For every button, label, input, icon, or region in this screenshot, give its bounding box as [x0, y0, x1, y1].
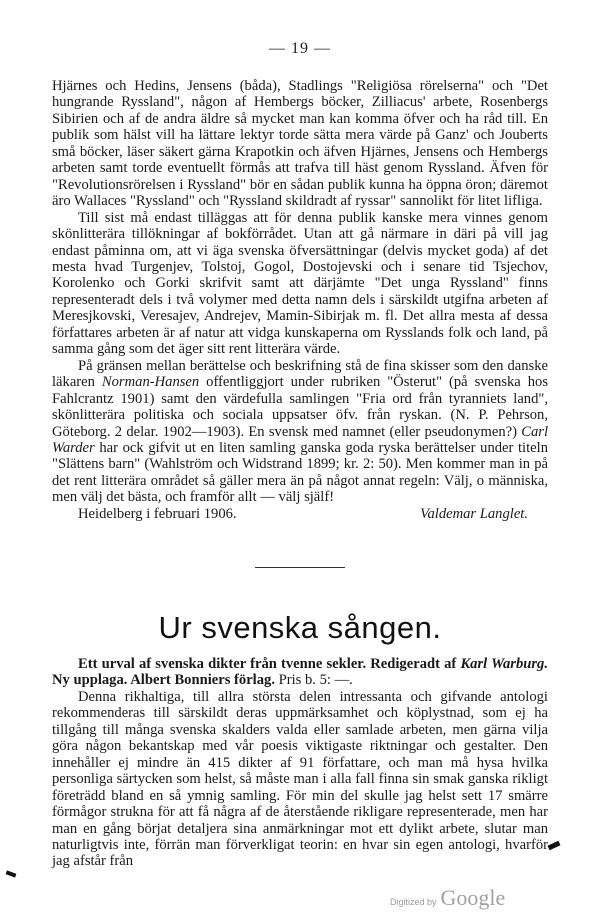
paragraph-3-end: har ock gifvit ut en liten samling ganska goda ryska berättelser under titeln "Slättens barn" (Wahlström och Widstrand 1899; kr. 2: 50). Men kommer man in på det rent litterära området så gäller mera än på något annat regeln: Välj, o människa, men välj det bästa, och framför allt — välj själf!: [52, 439, 549, 506]
ink-blot-right: [548, 841, 561, 851]
page-number: — 19 —: [269, 40, 331, 57]
paragraph-3: [52, 358, 548, 506]
section-divider: [255, 567, 345, 568]
section-title: Ur svenska sången.: [158, 610, 442, 645]
author-name-carl-warder: Carl Warder: [52, 423, 548, 456]
review-heading: [52, 656, 548, 689]
digitized-label: Digitized by: [390, 897, 437, 907]
paragraph-3-middle: offentliggjort under rubriken "Österut" (på svenska hos Fahlcrantz 1901) samt den värdefulla samlingen "Fria ord från tyranniets land", skönlitterära politiska och sociala uppsatser öfv. från ryskan. (N. P. Pehrson, Göteborg. 2 delar. 1902—1903). En svensk med namnet (eller pseudonymen?): [52, 374, 548, 440]
review-heading-price: Pris b. 5: —.: [278, 672, 353, 689]
signature-author: Valdemar Langlet.: [420, 505, 528, 522]
review-body: Denna rikhaltiga, till allra största delen intressanta och gifvande antologi rekommenderas till särskildt deras uppmärksamhet och köplystnad, som ej ha tillgång till många svenska skalders valda eller samlade arbeten, men gärna vilja göra någon bekantskap med vår poesis viktigaste riktningar och gestalter. Den innehåller ej mindre än 415 dikter af 91 författare, och man må hysa hvilka personliga särtycken som helst, så måste man i alla fall finna sin smak ganska rikligt företrädd bland en så ymnig samling. För min del skulle jag helst sett 17 smärre förmågor strukna för att få några af de återstående rikligare representerade, men har man en gång börjat detaljera sina anmärkningar mot ett dylikt arbete, slutar man naturligtvis inte, förrän man förverkligat teorin: en hvar sin egen antologi, hvarför jag afstår från: [52, 688, 548, 870]
place-date: Heidelberg i februari 1906.: [78, 505, 237, 522]
review-section: [52, 656, 548, 870]
signature-line: [52, 506, 548, 522]
review-heading-publisher: Ny upplaga. Albert Bonniers förlag.: [52, 672, 275, 689]
google-logo: Google: [440, 885, 506, 910]
review-heading-title: Ett urval af svenska dikter från tvenne sekler. Redigeradt af: [78, 656, 457, 672]
review-heading-editor: Karl Warburg.: [460, 656, 548, 672]
digitization-watermark: [390, 885, 505, 911]
ink-blot-left: [6, 870, 17, 877]
author-name-norman-hansen: Norman-Hansen: [101, 374, 200, 391]
article-continuation: [52, 78, 548, 522]
paragraph-3-start: På gränsen mellan berättelse och beskrifning stå de fina skisser som den danske läkaren: [52, 357, 548, 391]
paragraph-2: Till sist må endast tilläggas att för denna publik kanske mera vinnes genom skönlitterära tillökningar af bokförrådet. Utan att gå närmare in däri på vill jag endast påminna om, att vi äga svenska öfversättningar (delvis mycket goda) af det mesta hvad Turgenjev, Tolstoj, Gogol, Dostojevski och i senare tid Tsjechov, Korolenko och Gorki skrifvit samt att därjämte "Det unga Ryssland" finns representeradt dels i två volymer med detta namn dels i särskildt utgifna arbeten af Meresjkovski, Veresajev, Andrejev, Mamin-Sibirjak m. fl. Det allra mesta af dessa författares arbeten är af natur att vidga kunskaperna om Rysslands folk och land, på samma gång som det äger sitt rent litterära värde.: [52, 209, 548, 358]
paragraph-1: Hjärnes och Hedins, Jensens (båda), Stadlings "Religiösa rörelserna" och "Det hungrande Ryssland", någon af Hembergs böcker, Zilliacus' arbete, Rosenbergs Sibirien och af de andra äldre så mycket man kan komma öfver och ha råd till. En publik som hälst vill ha lättare lektyr torde sätta mera värde på Ganz' och Jouberts små böcker, läser säkert gärna Krapotkin och äfven Hjärnes, Jensens och Hembergs arbeten samt torde eventuellt förmås att trafva till häst genom Ryssland. Äfven för "Revolutionsrörelsen i Ryssland" bör en sådan publik kunna ha öppna öron; däremot äro Wallaces "Ryssland" och "Ryssland skildradt af ryssar" sannolikt för litet lifliga.: [52, 78, 548, 210]
